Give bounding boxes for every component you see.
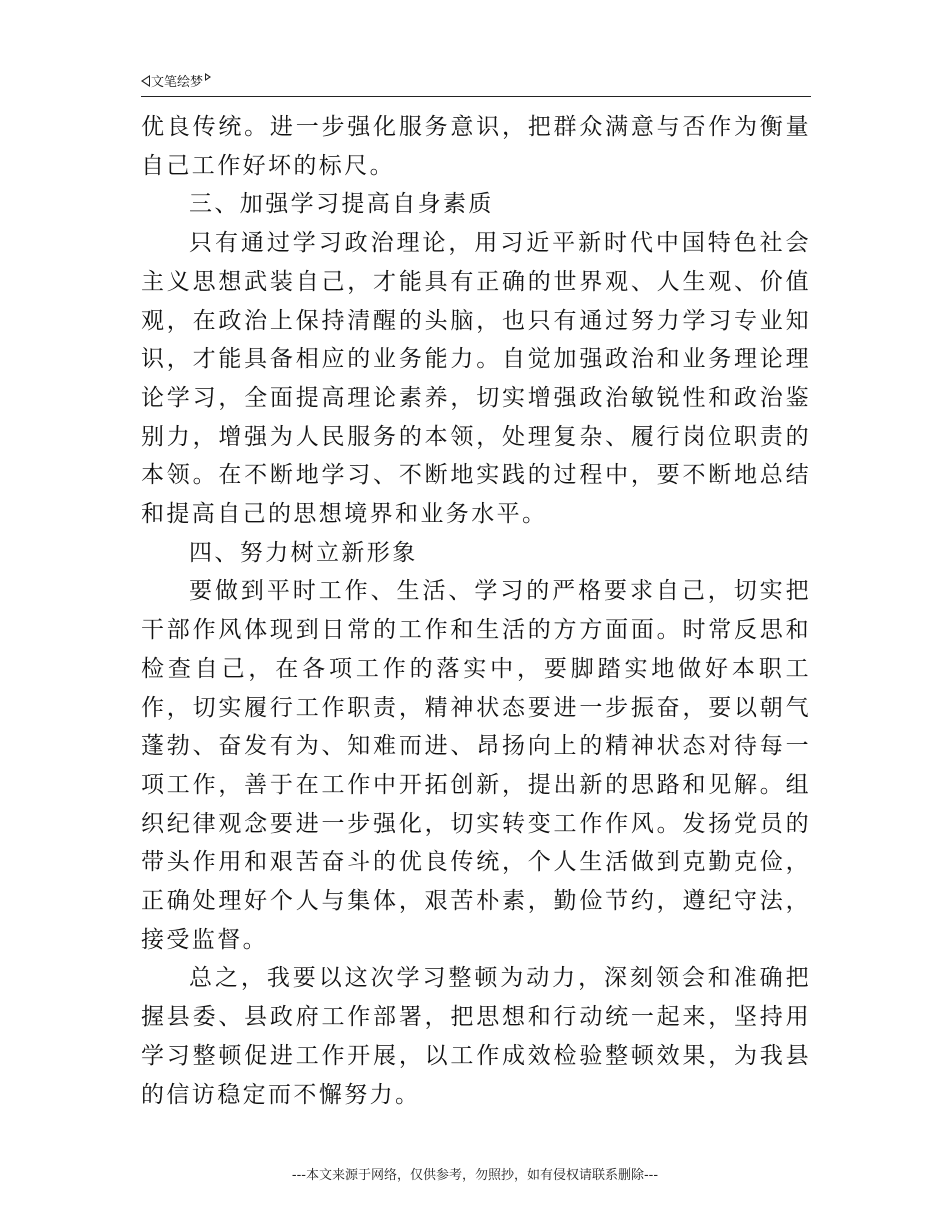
page-footer: ---本文来源于网络，仅供参考，勿照抄，如有侵权请联系删除--- <box>291 1168 659 1183</box>
document-body <box>141 108 811 1114</box>
header-brand: 文笔绘梦 <box>151 75 204 90</box>
paragraph: 要做到平时工作、生活、学习的严格要求自己，切实把干部作风体现到日常的工作和生活的方方面面。时常反思和检查自己，在各项工作的落实中，要脚踏实地做好本职工作，切实履行工作职责，精神状态要进一步振奋，要以朝气蓬勃、奋发有为、知难而进、昂扬向上的精神状态对待每一项工作，善于在工作中开拓创新，提出新的思路和见解。组织纪律观念要进一步强化，切实转变工作作风。发扬党员的带头作用和艰苦奋斗的优良传统，个人生活做到克勤克俭，正确处理好个人与集体，艰苦朴素，勤俭节约，遵纪守法，接受监督。 <box>141 578 811 953</box>
section-heading: 三、加强学习提高自身素质 <box>189 191 494 218</box>
triangle-left-icon <box>141 75 150 87</box>
page-header <box>141 72 811 97</box>
section-heading: 四、努力树立新形象 <box>189 539 418 566</box>
paragraph: 优良传统。进一步强化服务意识，把群众满意与否作为衡量自己工作好坏的标尺。 <box>141 114 811 179</box>
paragraph: 只有通过学习政治理论，用习近平新时代中国特色社会主义思想武装自己，才能具有正确的世界观、人生观、价值观，在政治上保持清醒的头脑，也只有通过努力学习专业知识，才能具备相应的业务能力。自觉加强政治和业务理论理论学习，全面提高理论素养，切实增强政治敏锐性和政治鉴别力，增强为人民服务的本领，处理复杂、履行岗位职责的本领。在不断地学习、不断地实践的过程中，要不断地总结和提高自己的思想境界和业务水平。 <box>141 230 811 528</box>
triangle-right-icon <box>205 73 211 81</box>
paragraph: 总之，我要以这次学习整顿为动力，深刻领会和准确把握县委、县政府工作部署，把思想和行动统一起来，坚持用学习整顿促进工作开展，以工作成效检验整顿效果，为我县的信访稳定而不懈努力。 <box>141 965 811 1108</box>
